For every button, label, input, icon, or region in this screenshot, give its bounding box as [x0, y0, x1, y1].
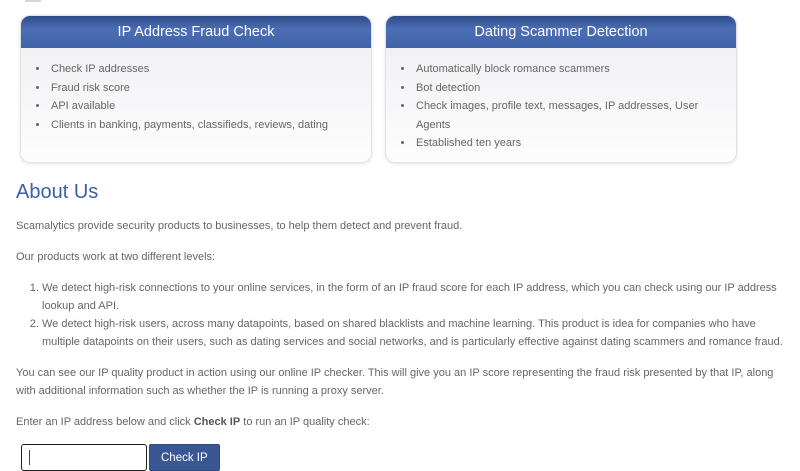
- ip-address-input[interactable]: [21, 444, 147, 471]
- list-item: • Established ten years: [414, 134, 728, 153]
- ip-check-form: [21, 444, 784, 471]
- check-ip-button[interactable]: Check IP: [149, 444, 220, 471]
- card-ip-fraud-check-list: [21, 60, 363, 134]
- list-item: • Clients in banking, payments, classifieds, reviews, dating: [49, 116, 363, 135]
- cropped-content-artifact: [25, 0, 41, 2]
- card-dating-scammer-detection-title: Dating Scammer Detection: [386, 16, 736, 48]
- list-item: • Bot detection: [414, 79, 728, 98]
- list-item: 2. We detect high-risk users, across many datapoints, based on shared blacklists and machine learning. This product is idea for companies who have multiple datapoints on their users, such as dating services and social networks, and is particularly effective against dating scammers and romance fraud.: [42, 315, 784, 351]
- instruction-text-before: Enter an IP address below and click: [16, 416, 194, 428]
- card-ip-fraud-check: [20, 15, 372, 163]
- list-item: • Check images, profile text, messages, IP addresses, User Agents: [414, 97, 728, 134]
- feature-cards-row: [0, 0, 800, 163]
- list-item: • API available: [49, 97, 363, 116]
- list-item: • Check IP addresses: [49, 60, 363, 79]
- product-levels-list: [16, 279, 784, 351]
- about-paragraph-intro: Scamalytics provide security products to businesses, to help them detect and prevent fraud.: [16, 220, 463, 232]
- about-paragraph-levels: Our products work at two different levels:: [16, 251, 216, 263]
- page-title: About Us: [16, 181, 99, 203]
- list-item: 1. We detect high-risk connections to your online services, in the form of an IP fraud score for each IP address, which you can check using our IP address lookup and API.: [42, 279, 784, 315]
- card-ip-fraud-check-title: IP Address Fraud Check: [21, 16, 371, 48]
- card-dating-scammer-detection-body: [386, 60, 736, 153]
- instruction-text-bold: Check IP: [193, 416, 241, 428]
- ip-input-wrapper: [21, 444, 147, 471]
- card-ip-fraud-check-body: [21, 60, 371, 134]
- check-ip-instruction: [16, 413, 784, 431]
- about-section: [0, 181, 800, 471]
- card-dating-scammer-detection: [385, 15, 737, 163]
- instruction-text-after: to run an IP quality check:: [240, 416, 370, 428]
- list-item: • Fraud risk score: [49, 79, 363, 98]
- text-cursor: [29, 450, 30, 465]
- list-item: • Automatically block romance scammers: [414, 60, 728, 79]
- card-dating-scammer-detection-list: [386, 60, 728, 153]
- about-paragraph-ip-quality: You can see our IP quality product in action using our online IP checker. This will give you an IP score representing the fraud risk presented by that IP, along with additional information such as whether the IP is running a proxy server.: [16, 367, 774, 397]
